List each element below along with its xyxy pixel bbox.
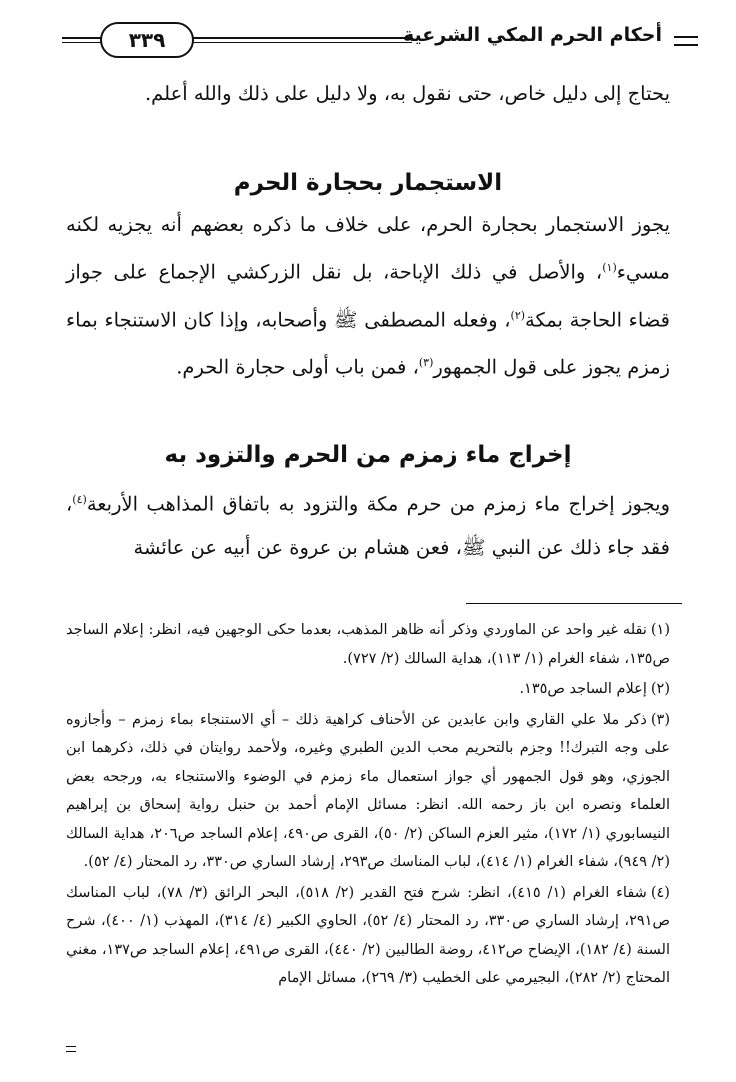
page-header [62,18,698,58]
header-dash-mark [674,36,698,46]
footnote-3 [66,706,670,877]
footnotes [66,616,670,995]
paragraph-text: ، والأصل في ذلك الإباحة، بل نقل الزركشي الإجماع على جواز قضاء الحاجة بمكة [66,260,670,331]
footnote-text: نقله غير واحد عن الماوردي وذكر أنه ظاهر المذهب، بعدما حكى الوجهين فيه، انظر: إعلام الساجد ص١٣٥، شفاء الغرام (١/ ١١٣)، هداية السالك (٢/ ٧٢٧). [66,622,670,667]
page-number: ٣٣٩ [100,22,194,58]
footnote-divider [466,603,682,604]
footnote-number: (٢) [650,681,670,697]
paragraph-text: ، فقد جاء ذلك عن النبي ﷺ، فعن هشام بن عروة عن أبيه عن عائشة [66,492,670,559]
intro-paragraph: يحتاج إلى دليل خاص، حتى نقول به، ولا دليل على ذلك والله أعلم. [144,82,670,105]
continuation-mark [66,1046,76,1052]
footnote-4 [66,879,670,993]
footnote-number: (٤) [650,884,670,901]
footnote-ref-3[interactable]: (٣) [418,356,434,369]
footnote-1 [66,616,670,673]
section-heading-istijmar: الاستجمار بحجارة الحرم [233,170,503,196]
paragraph-text: ويجوز إخراج ماء زمزم من حرم مكة والتزود به باتفاق المذاهب الأربعة [86,492,670,516]
footnote-number: (٣) [650,711,670,728]
footnote-ref-2[interactable]: (٢) [510,308,526,322]
section-paragraph-zamzam [66,478,670,569]
footnote-text: شفاء الغرام (١/ ٤١٥)، انظر: شرح فتح القدير (٢/ ٥١٨)، البحر الرائق (٣/ ٧٨)، لباب المناسك ص٢٩١، إرشاد الساري ص٣٣٠، رد المحتار (٤/ ٥٢)، الحاوي الكبير (٤/ ٣١٤)، المهذب (١/ ٤٠٠)، شرح السنة (٤/ ١٨٢)، الإيضاح ص٤١٢، روضة الطالبين (٢/ ٤٤٠)، القرى ص٤٩١، إعلام الساجد ص١٣٧، مغني المحتاج (٢/ ٢٨٢)، البجيرمي على الخطيب (٣/ ٢٦٩)، مسائل الإمام [66,884,671,986]
book-title: أحكام الحرم المكي الشرعية [403,24,662,46]
footnote-text: ذكر ملا علي القاري وابن عابدين عن الأحناف كراهية ذلك – أي الاستنجاء بماء زمزم – وأجازوه على وجه التبرك!! وجزم بالتحريم محب الدين الطبري وغيره، ولأحمد روايتان في ذلك، ذكرهما ابن الجوزي، وهو قول الجمهور أي جواز استعمال ماء زمزم في الوضوء والاستنجاء به، ورجحه بعض العلماء ونصره ابن باز رحمه الله. انظر: مسائل الإمام أحمد بن حنبل رواية إسحاق بن إبراهيم النيسابوري (١/ ١٧٢)، مثير العزم الساكن (٢/ ٥٠)، القرى ص٤٩٠، إعلام الساجد ص٢٠٦، هداية السالك (٢/ ٩٤٩)، شفاء الغرام (١/ ٤١٤)، لباب المناسك ص٢٩٣، إرشاد الساري ص٣٣٠، رد المحتار (٤/ ٥٢). [66,711,670,870]
footnote-text: إعلام الساجد ص١٣٥. [519,681,647,697]
footnote-ref-4[interactable]: (٤) [72,493,87,506]
section-paragraph-istijmar [66,203,670,389]
footnote-2 [66,675,670,704]
paragraph-text: ، فمن باب أولى حجارة الحرم. [176,355,419,379]
footnote-ref-1[interactable]: (١) [602,261,617,274]
paragraph-text: ، وفعله المصطفى ﷺ وأصحابه، وإذا كان الاستنجاء بماء زمزم يجوز على قول الجمهور [66,308,670,379]
paragraph-text: يجوز الاستجمار بحجارة الحرم، على خلاف ما ذكره بعضهم أنه يجزيه لكنه مسيء [66,213,670,284]
footnote-number: (١) [650,622,670,638]
section-heading-zamzam: إخراج ماء زمزم من الحرم والتزود به [164,442,572,468]
